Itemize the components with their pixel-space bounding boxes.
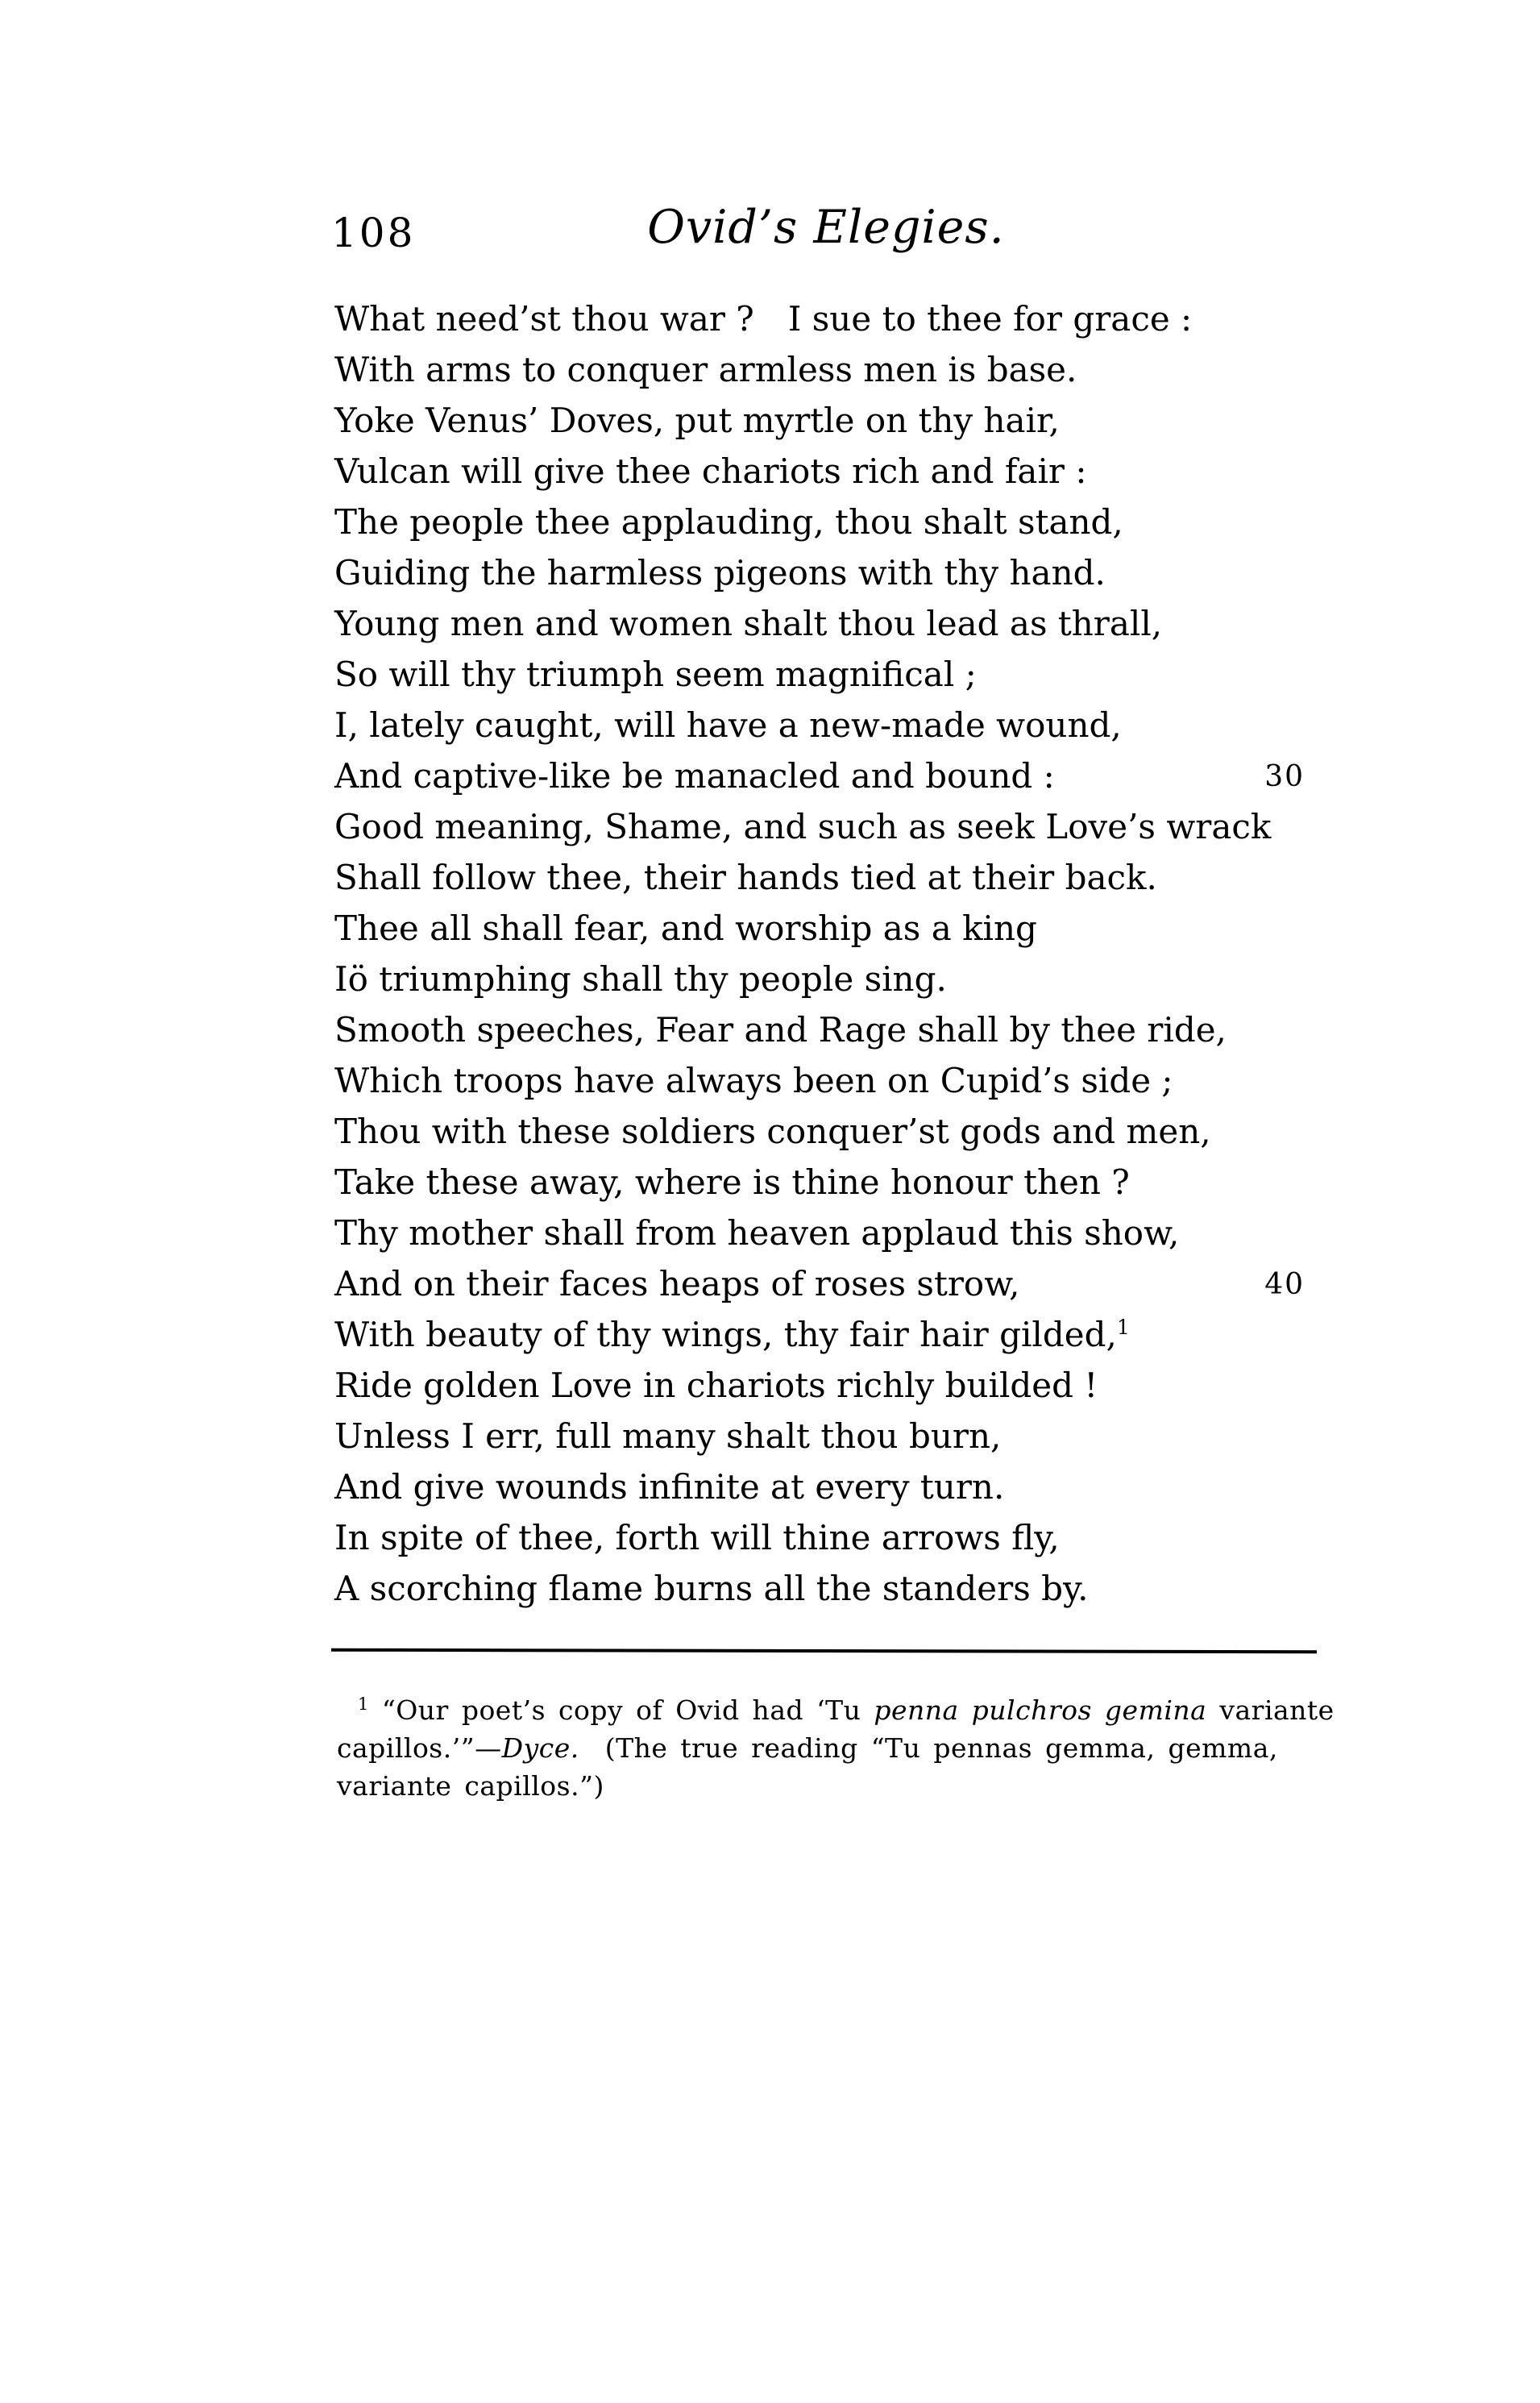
verse-text: And on their faces heaps of roses strow, bbox=[334, 1264, 1020, 1303]
page-header bbox=[333, 200, 1319, 274]
verse-text: And captive-like be manacled and bound : bbox=[334, 756, 1055, 796]
verse-line bbox=[334, 801, 1321, 852]
verse-text: Thy mother shall from heaven applaud this show, bbox=[334, 1213, 1180, 1253]
running-title: Ovid’s Elegies. bbox=[647, 201, 1005, 254]
footnote-text: variante bbox=[1206, 1694, 1335, 1726]
verse-line bbox=[334, 852, 1321, 903]
verse-text: What need’st thou war ? I sue to thee for grace : bbox=[334, 299, 1193, 339]
verse-text: Thee all shall fear, and worship as a king bbox=[334, 908, 1037, 948]
footnote-text: capillos.’”— bbox=[337, 1732, 502, 1764]
verse-line bbox=[334, 1360, 1321, 1411]
footnote-line bbox=[337, 1767, 1328, 1805]
verse-line bbox=[334, 446, 1321, 497]
verse-line bbox=[334, 497, 1321, 547]
verse-line bbox=[334, 598, 1321, 649]
page-number: 108 bbox=[331, 210, 416, 256]
verse-line bbox=[334, 1157, 1321, 1208]
verse-text: Smooth speeches, Fear and Rage shall by thee ride, bbox=[334, 1010, 1227, 1050]
verse-line bbox=[334, 903, 1321, 954]
verse-line bbox=[334, 547, 1321, 598]
verse-text: Ride golden Love in chariots richly builded ! bbox=[334, 1366, 1098, 1405]
verse-text: I, lately caught, will have a new-made wound, bbox=[334, 705, 1122, 745]
verse-text: Shall follow thee, their hands tied at their back. bbox=[334, 858, 1157, 897]
footnote bbox=[337, 1691, 1335, 1805]
poem-body bbox=[334, 293, 1321, 1614]
verse-text: In spite of thee, forth will thine arrows fly, bbox=[334, 1518, 1060, 1557]
verse-text: With beauty of thy wings, thy fair hair gilded, bbox=[334, 1315, 1117, 1354]
verse-text: Guiding the harmless pigeons with thy hand. bbox=[334, 553, 1106, 592]
verse-text: With arms to conquer armless men is base. bbox=[334, 350, 1077, 389]
verse-text: Take these away, where is thine honour then ? bbox=[334, 1162, 1130, 1202]
verse-text: Unless I err, full many shalt thou burn, bbox=[334, 1416, 1002, 1456]
footnote-separator bbox=[331, 1648, 1317, 1654]
verse-line bbox=[334, 1512, 1321, 1563]
verse-line-number: 40 bbox=[1264, 1268, 1305, 1301]
verse-text: And give wounds infinite at every turn. bbox=[334, 1467, 1005, 1507]
footnote-text: “Our poet’s copy of Ovid had ‘Tu bbox=[381, 1694, 874, 1726]
verse-line bbox=[334, 750, 1321, 801]
verse-line bbox=[334, 395, 1321, 446]
footnote-ref: 1 bbox=[1116, 1316, 1130, 1339]
verse-line bbox=[334, 1563, 1321, 1614]
verse-line bbox=[334, 649, 1321, 700]
verse-text: Iö triumphing shall thy people sing. bbox=[334, 959, 947, 999]
footnote-text: (The true reading “Tu pennas gemma, gemma, bbox=[579, 1732, 1278, 1764]
footnote-latin-italic: penna pulchros gemina bbox=[874, 1694, 1207, 1726]
verse-text: A scorching flame burns all the standers by. bbox=[334, 1569, 1089, 1608]
verse-line bbox=[334, 954, 1321, 1004]
verse-text: Thou with these soldiers conquer’st gods and men, bbox=[334, 1112, 1211, 1151]
verse-text: The people thee applauding, thou shalt stand, bbox=[334, 502, 1123, 542]
verse-text: Good meaning, Shame, and such as seek Love’s wrack bbox=[334, 807, 1272, 846]
verse-line bbox=[334, 344, 1321, 395]
verse-text: Yoke Venus’ Doves, put myrtle on thy hair, bbox=[334, 401, 1060, 440]
verse-text: Vulcan will give thee chariots rich and fair : bbox=[334, 451, 1087, 491]
verse-text: Young men and women shalt thou lead as thrall, bbox=[334, 604, 1163, 643]
footnote-marker: 1 bbox=[358, 1694, 369, 1714]
verse-line bbox=[334, 1055, 1321, 1106]
verse-line bbox=[334, 1461, 1321, 1512]
verse-line bbox=[334, 1411, 1321, 1461]
verse-line-number: 30 bbox=[1264, 760, 1305, 793]
verse-line bbox=[334, 1258, 1321, 1309]
footnote-line bbox=[337, 1729, 1328, 1767]
verse-line bbox=[334, 700, 1321, 750]
verse-line bbox=[334, 293, 1321, 344]
verse-text: Which troops have always been on Cupid’s side ; bbox=[334, 1061, 1173, 1100]
verse-line bbox=[334, 1208, 1321, 1258]
footnote-text: variante capillos.”) bbox=[337, 1770, 604, 1802]
verse-text: So will thy triumph seem magnifical ; bbox=[334, 655, 977, 694]
footnote-line bbox=[337, 1691, 1335, 1729]
verse-line bbox=[334, 1309, 1321, 1360]
verse-line bbox=[334, 1004, 1321, 1055]
verse-line bbox=[334, 1106, 1321, 1157]
footnote-latin-italic: Dyce. bbox=[501, 1732, 579, 1764]
